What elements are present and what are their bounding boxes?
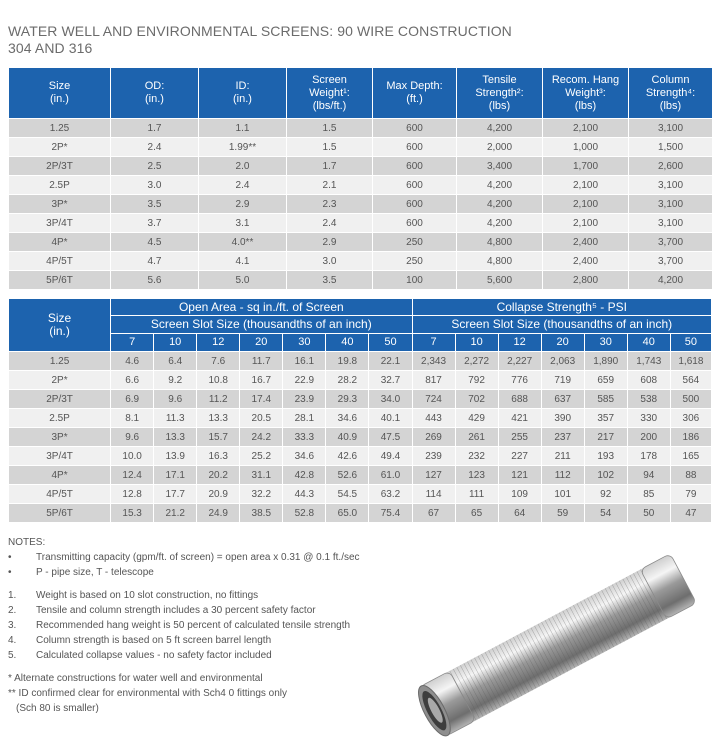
table-cell: 16.7 xyxy=(240,371,283,390)
table-cell: 2.9 xyxy=(199,195,287,214)
table-cell: 255 xyxy=(498,428,541,447)
table-cell: 250 xyxy=(373,252,457,271)
table-cell: 600 xyxy=(373,176,457,195)
collapse-slot-header: Screen Slot Size (thousandths of an inch) xyxy=(412,316,711,334)
table-cell: 3P/4T xyxy=(9,214,111,233)
table-row xyxy=(9,271,713,290)
table-cell: 63.2 xyxy=(369,485,412,504)
note-numbered: 4. Column strength is based on 5 ft screen barrel length xyxy=(8,635,272,646)
specs-col-header: Screen Weight¹: (lbs/ft.) xyxy=(287,68,373,119)
table-cell: 2,400 xyxy=(543,233,629,252)
table-cell: 3.5 xyxy=(111,195,199,214)
table-row xyxy=(9,119,713,138)
table-row xyxy=(9,371,712,390)
table-cell: 269 xyxy=(412,428,455,447)
table-cell: 2,100 xyxy=(543,195,629,214)
table-cell: 34.6 xyxy=(326,409,369,428)
specs-col-header: Max Depth: (ft.) xyxy=(373,68,457,119)
table-cell: 3.0 xyxy=(111,176,199,195)
table-cell: 114 xyxy=(412,485,455,504)
table-cell: 20.2 xyxy=(197,466,240,485)
table-cell: 1.5 xyxy=(287,138,373,157)
table-cell: 1.7 xyxy=(287,157,373,176)
table-row xyxy=(9,157,713,176)
table-cell: 688 xyxy=(498,390,541,409)
table-cell: 1.1 xyxy=(199,119,287,138)
table-cell: 47 xyxy=(670,504,711,523)
table-cell: 1,890 xyxy=(584,352,627,371)
collapse-strength-header: Collapse Strength⁵ - PSI xyxy=(412,299,711,316)
table-cell: 64 xyxy=(498,504,541,523)
table-cell: 3,100 xyxy=(629,195,713,214)
table-cell: 4,200 xyxy=(457,119,543,138)
table-cell: 4P* xyxy=(9,233,111,252)
table-cell: 94 xyxy=(627,466,670,485)
footnote-double-star-cont: (Sch 80 is smaller) xyxy=(16,703,99,714)
specs-col-header: Column Strength⁴: (lbs) xyxy=(629,68,713,119)
notes-heading: NOTES: xyxy=(8,537,46,548)
table-cell: 3,100 xyxy=(629,119,713,138)
table-cell: 54 xyxy=(584,504,627,523)
note-bullet: • P - pipe size, T - telescope xyxy=(8,567,154,578)
table-cell: 4P/5T xyxy=(9,252,111,271)
table-cell: 724 xyxy=(412,390,455,409)
table-row xyxy=(9,233,713,252)
table-cell: 31.1 xyxy=(240,466,283,485)
table-cell: 585 xyxy=(584,390,627,409)
table-cell: 2.5P xyxy=(9,176,111,195)
table-cell: 9.6 xyxy=(111,428,154,447)
table-cell: 92 xyxy=(584,485,627,504)
table-cell: 15.7 xyxy=(197,428,240,447)
table-cell: 2P* xyxy=(9,371,111,390)
table-cell: 538 xyxy=(627,390,670,409)
table-row xyxy=(9,428,712,447)
table-cell: 2P* xyxy=(9,138,111,157)
table-cell: 13.3 xyxy=(197,409,240,428)
table-cell: 38.5 xyxy=(240,504,283,523)
table-cell: 1.99** xyxy=(199,138,287,157)
table-cell: 24.9 xyxy=(197,504,240,523)
table-cell: 2,343 xyxy=(412,352,455,371)
table-cell: 165 xyxy=(670,447,711,466)
table-cell: 2.4 xyxy=(111,138,199,157)
table-cell: 6.4 xyxy=(154,352,197,371)
table-cell: 13.3 xyxy=(154,428,197,447)
title-line-1: WATER WELL AND ENVIRONMENTAL SCREENS: 90 WIRE CONSTRUCTION xyxy=(8,23,512,39)
table-cell: 33.3 xyxy=(283,428,326,447)
table-cell: 25.2 xyxy=(240,447,283,466)
table-cell: 6.9 xyxy=(111,390,154,409)
table-cell: 2,000 xyxy=(457,138,543,157)
table-cell: 2,272 xyxy=(455,352,498,371)
table-cell: 3P* xyxy=(9,195,111,214)
specs-col-header: Tensile Strength²: (lbs) xyxy=(457,68,543,119)
well-screen-image xyxy=(398,535,718,755)
table-cell: 500 xyxy=(670,390,711,409)
table-cell: 2,100 xyxy=(543,176,629,195)
table-cell: 4,200 xyxy=(629,271,713,290)
table-cell: 443 xyxy=(412,409,455,428)
table-cell: 4.7 xyxy=(111,252,199,271)
table-cell: 9.2 xyxy=(154,371,197,390)
slot-size-header: 20 xyxy=(541,334,584,352)
table-cell: 3,100 xyxy=(629,176,713,195)
table-cell: 102 xyxy=(584,466,627,485)
table-cell: 11.7 xyxy=(240,352,283,371)
table-cell: 1,500 xyxy=(629,138,713,157)
table-cell: 1.25 xyxy=(9,352,111,371)
table-cell: 227 xyxy=(498,447,541,466)
table-cell: 101 xyxy=(541,485,584,504)
table-cell: 54.5 xyxy=(326,485,369,504)
table-cell: 3P/4T xyxy=(9,447,111,466)
table-cell: 2,800 xyxy=(543,271,629,290)
table-cell: 65.0 xyxy=(326,504,369,523)
table-cell: 564 xyxy=(670,371,711,390)
table-cell: 20.9 xyxy=(197,485,240,504)
table-cell: 8.1 xyxy=(111,409,154,428)
table-cell: 88 xyxy=(670,466,711,485)
table-cell: 4.0** xyxy=(199,233,287,252)
table-cell: 4,200 xyxy=(457,214,543,233)
table-cell: 111 xyxy=(455,485,498,504)
table-cell: 2,227 xyxy=(498,352,541,371)
table-row xyxy=(9,504,712,523)
table-cell: 61.0 xyxy=(369,466,412,485)
table-cell: 429 xyxy=(455,409,498,428)
table-cell: 421 xyxy=(498,409,541,428)
table-cell: 719 xyxy=(541,371,584,390)
table-cell: 121 xyxy=(498,466,541,485)
slot-size-header: 50 xyxy=(369,334,412,352)
table-row xyxy=(9,176,713,195)
table-cell: 2.9 xyxy=(287,233,373,252)
table-cell: 1,700 xyxy=(543,157,629,176)
table-cell: 4,800 xyxy=(457,252,543,271)
note-numbered: 1. Weight is based on 10 slot construction, no fittings xyxy=(8,590,259,601)
table-cell: 600 xyxy=(373,138,457,157)
table-cell: 2.4 xyxy=(287,214,373,233)
open-area-collapse-table xyxy=(8,298,712,523)
slot-size-header: 12 xyxy=(498,334,541,352)
table-cell: 100 xyxy=(373,271,457,290)
table-cell: 3.7 xyxy=(111,214,199,233)
note-numbered: 5. Calculated collapse values - no safety factor included xyxy=(8,650,272,661)
table-cell: 357 xyxy=(584,409,627,428)
table-cell: 79 xyxy=(670,485,711,504)
table-cell: 4P* xyxy=(9,466,111,485)
notes-section xyxy=(8,535,360,716)
table-cell: 2.4 xyxy=(199,176,287,195)
table-cell: 109 xyxy=(498,485,541,504)
table-cell: 59 xyxy=(541,504,584,523)
table-cell: 330 xyxy=(627,409,670,428)
table-cell: 20.5 xyxy=(240,409,283,428)
table-cell: 2.3 xyxy=(287,195,373,214)
table-cell: 1,743 xyxy=(627,352,670,371)
slot-size-header: 30 xyxy=(283,334,326,352)
table-cell: 237 xyxy=(541,428,584,447)
table-cell: 2,100 xyxy=(543,214,629,233)
slot-size-header: 7 xyxy=(412,334,455,352)
table-cell: 17.1 xyxy=(154,466,197,485)
note-numbered: 2. Tensile and column strength includes a 30 percent safety factor xyxy=(8,605,316,616)
table-row xyxy=(9,485,712,504)
table-cell: 261 xyxy=(455,428,498,447)
table-cell: 67 xyxy=(412,504,455,523)
table-cell: 42.6 xyxy=(326,447,369,466)
table-cell: 4,200 xyxy=(457,176,543,195)
table-row xyxy=(9,195,713,214)
table-cell: 32.2 xyxy=(240,485,283,504)
table-cell: 2P/3T xyxy=(9,390,111,409)
table-cell: 9.6 xyxy=(154,390,197,409)
table-cell: 7.6 xyxy=(197,352,240,371)
size-header: Size (in.) xyxy=(9,299,111,352)
table-cell: 600 xyxy=(373,214,457,233)
table-cell: 2P/3T xyxy=(9,157,111,176)
specs-col-header: Recom. Hang Weight³: (lbs) xyxy=(543,68,629,119)
table-cell: 19.8 xyxy=(326,352,369,371)
table-cell: 52.8 xyxy=(283,504,326,523)
table-cell: 1.25 xyxy=(9,119,111,138)
table-cell: 3,700 xyxy=(629,233,713,252)
slot-size-header: 10 xyxy=(455,334,498,352)
table-cell: 390 xyxy=(541,409,584,428)
slot-size-header: 30 xyxy=(584,334,627,352)
table-cell: 600 xyxy=(373,195,457,214)
table-cell: 85 xyxy=(627,485,670,504)
table-cell: 50 xyxy=(627,504,670,523)
table-cell: 10.0 xyxy=(111,447,154,466)
table-cell: 12.8 xyxy=(111,485,154,504)
specs-table xyxy=(8,67,713,290)
table-cell: 12.4 xyxy=(111,466,154,485)
table-cell: 250 xyxy=(373,233,457,252)
table-cell: 22.9 xyxy=(283,371,326,390)
table-cell: 65 xyxy=(455,504,498,523)
table-cell: 776 xyxy=(498,371,541,390)
table-cell: 32.7 xyxy=(369,371,412,390)
table-cell: 211 xyxy=(541,447,584,466)
slot-size-header: 12 xyxy=(197,334,240,352)
specs-col-header: OD: (in.) xyxy=(111,68,199,119)
table-cell: 13.9 xyxy=(154,447,197,466)
table-cell: 2.5P xyxy=(9,409,111,428)
table-cell: 792 xyxy=(455,371,498,390)
table-row xyxy=(9,138,713,157)
slot-size-header: 10 xyxy=(154,334,197,352)
table-cell: 3,100 xyxy=(629,214,713,233)
table-cell: 608 xyxy=(627,371,670,390)
table-cell: 127 xyxy=(412,466,455,485)
slot-size-header: 7 xyxy=(111,334,154,352)
table-cell: 4.1 xyxy=(199,252,287,271)
table-cell: 11.2 xyxy=(197,390,240,409)
table-cell: 6.6 xyxy=(111,371,154,390)
table-cell: 600 xyxy=(373,157,457,176)
table-cell: 3P* xyxy=(9,428,111,447)
table-cell: 5P/6T xyxy=(9,271,111,290)
table-cell: 637 xyxy=(541,390,584,409)
table-cell: 34.6 xyxy=(283,447,326,466)
table-cell: 11.3 xyxy=(154,409,197,428)
table-cell: 10.8 xyxy=(197,371,240,390)
table-cell: 17.4 xyxy=(240,390,283,409)
table-cell: 40.9 xyxy=(326,428,369,447)
open-area-header: Open Area - sq in./ft. of Screen xyxy=(111,299,412,316)
table-cell: 3,400 xyxy=(457,157,543,176)
table-cell: 2.0 xyxy=(199,157,287,176)
table-cell: 232 xyxy=(455,447,498,466)
table-row xyxy=(9,390,712,409)
table-cell: 5.6 xyxy=(111,271,199,290)
table-cell: 23.9 xyxy=(283,390,326,409)
table-cell: 217 xyxy=(584,428,627,447)
table-cell: 112 xyxy=(541,466,584,485)
table-cell: 5P/6T xyxy=(9,504,111,523)
table-cell: 15.3 xyxy=(111,504,154,523)
table-cell: 52.6 xyxy=(326,466,369,485)
table-row xyxy=(9,252,713,271)
slot-size-header: 40 xyxy=(627,334,670,352)
table-cell: 702 xyxy=(455,390,498,409)
table-cell: 2.1 xyxy=(287,176,373,195)
table-cell: 47.5 xyxy=(369,428,412,447)
table-cell: 239 xyxy=(412,447,455,466)
table-cell: 817 xyxy=(412,371,455,390)
table-cell: 16.3 xyxy=(197,447,240,466)
table-cell: 4.5 xyxy=(111,233,199,252)
slot-size-header: 40 xyxy=(326,334,369,352)
table-row xyxy=(9,352,712,371)
table-cell: 1.5 xyxy=(287,119,373,138)
table-cell: 2.5 xyxy=(111,157,199,176)
table-cell: 16.1 xyxy=(283,352,326,371)
table-cell: 2,600 xyxy=(629,157,713,176)
table-cell: 186 xyxy=(670,428,711,447)
title-line-2: 304 AND 316 xyxy=(8,40,93,56)
footnote-single-star: * Alternate constructions for water well and environmental xyxy=(8,673,263,684)
table-cell: 193 xyxy=(584,447,627,466)
table-cell: 40.1 xyxy=(369,409,412,428)
table-cell: 659 xyxy=(584,371,627,390)
table-cell: 1.7 xyxy=(111,119,199,138)
table-cell: 4,800 xyxy=(457,233,543,252)
specs-header-row xyxy=(9,68,713,119)
table-cell: 4.6 xyxy=(111,352,154,371)
table-cell: 21.2 xyxy=(154,504,197,523)
table-cell: 29.3 xyxy=(326,390,369,409)
table-cell: 44.3 xyxy=(283,485,326,504)
table-cell: 123 xyxy=(455,466,498,485)
table-cell: 5.0 xyxy=(199,271,287,290)
specs-col-header: Size (in.) xyxy=(9,68,111,119)
specs-col-header: ID: (in.) xyxy=(199,68,287,119)
table-cell: 2,063 xyxy=(541,352,584,371)
table-row xyxy=(9,466,712,485)
table-cell: 28.2 xyxy=(326,371,369,390)
table-cell: 2,400 xyxy=(543,252,629,271)
table-cell: 24.2 xyxy=(240,428,283,447)
open-area-slot-header: Screen Slot Size (thousandths of an inch) xyxy=(111,316,412,334)
slot-size-header: 50 xyxy=(670,334,711,352)
table-row xyxy=(9,409,712,428)
table-cell: 3.5 xyxy=(287,271,373,290)
footnote-double-star: ** ID confirmed clear for environmental with Sch4 0 fittings only xyxy=(8,688,288,699)
table-cell: 17.7 xyxy=(154,485,197,504)
table-cell: 22.1 xyxy=(369,352,412,371)
table-cell: 1,618 xyxy=(670,352,711,371)
table-cell: 306 xyxy=(670,409,711,428)
note-numbered: 3. Recommended hang weight is 50 percent of calculated tensile strength xyxy=(8,620,351,631)
table-cell: 34.0 xyxy=(369,390,412,409)
table-cell: 3.0 xyxy=(287,252,373,271)
table-cell: 28.1 xyxy=(283,409,326,428)
table-cell: 4,200 xyxy=(457,195,543,214)
slot-size-header: 20 xyxy=(240,334,283,352)
table-cell: 75.4 xyxy=(369,504,412,523)
table-cell: 5,600 xyxy=(457,271,543,290)
note-bullet: • Transmitting capacity (gpm/ft. of screen) = open area x 0.31 @ 0.1 ft./sec xyxy=(8,552,360,563)
table-cell: 178 xyxy=(627,447,670,466)
table-cell: 1,000 xyxy=(543,138,629,157)
table-row xyxy=(9,214,713,233)
table-cell: 3.1 xyxy=(199,214,287,233)
page-title xyxy=(8,23,512,57)
table-cell: 42.8 xyxy=(283,466,326,485)
table-cell: 600 xyxy=(373,119,457,138)
table-cell: 4P/5T xyxy=(9,485,111,504)
table-cell: 49.4 xyxy=(369,447,412,466)
table-cell: 200 xyxy=(627,428,670,447)
table-cell: 2,100 xyxy=(543,119,629,138)
slot-size-row xyxy=(9,334,712,352)
table-cell: 3,700 xyxy=(629,252,713,271)
table-row xyxy=(9,447,712,466)
